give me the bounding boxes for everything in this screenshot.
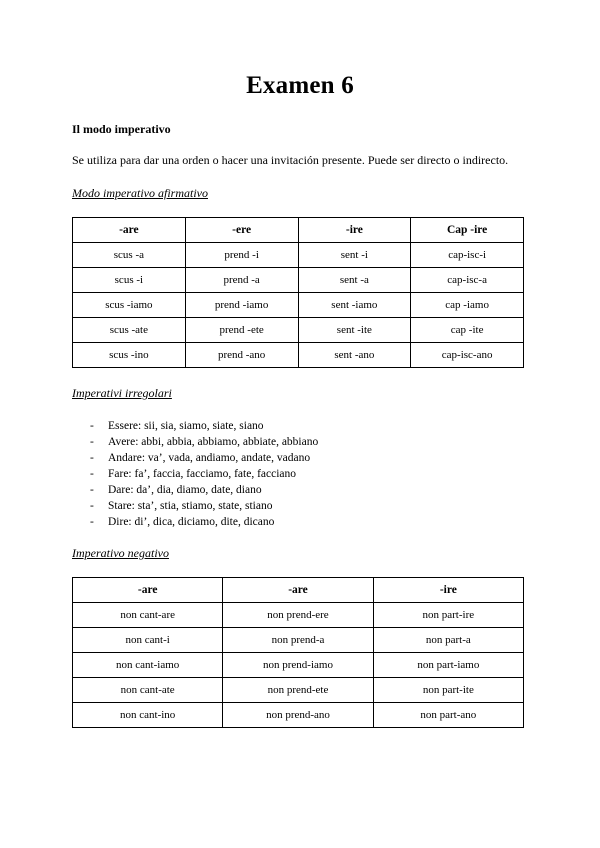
bullet-dash: - xyxy=(90,436,94,448)
list-item xyxy=(90,514,318,530)
list-item xyxy=(90,418,318,434)
table-cell: non cant-ino xyxy=(73,703,223,728)
table-cell: non prend-ano xyxy=(223,703,373,728)
column-header: -are xyxy=(73,218,186,243)
table-cell: sent -ano xyxy=(298,343,411,368)
table-row xyxy=(73,243,524,268)
table-cell: scus -iamo xyxy=(73,293,186,318)
table-cell: prend -iamo xyxy=(185,293,298,318)
table-cell: non part-a xyxy=(373,628,523,653)
table-row xyxy=(73,703,524,728)
column-header: -ere xyxy=(185,218,298,243)
column-header: Cap -ire xyxy=(411,218,524,243)
bullet-dash: - xyxy=(90,516,94,528)
table-cell: sent -iamo xyxy=(298,293,411,318)
list-item-text: Dare: da’, dia, diamo, date, diano xyxy=(108,484,262,496)
table-cell: non part-iamo xyxy=(373,653,523,678)
table-cell: prend -ete xyxy=(185,318,298,343)
table-cell: non cant-i xyxy=(73,628,223,653)
irregular-heading: Imperativi irregolari xyxy=(72,386,172,400)
negative-table xyxy=(72,577,524,728)
table-row xyxy=(73,628,524,653)
table-cell: scus -a xyxy=(73,243,186,268)
table-cell: non prend-ete xyxy=(223,678,373,703)
table-cell: sent -ite xyxy=(298,318,411,343)
list-item xyxy=(90,482,318,498)
page-title: Examen 6 xyxy=(246,72,354,99)
list-item-text: Stare: sta’, stia, stiamo, state, stiano xyxy=(108,500,273,512)
table-cell: non cant-ate xyxy=(73,678,223,703)
bullet-dash: - xyxy=(90,468,94,480)
table-row xyxy=(73,653,524,678)
table-cell: non prend-a xyxy=(223,628,373,653)
list-item-text: Andare: va’, vada, andiamo, andate, vadano xyxy=(108,452,311,464)
table-cell: non cant-are xyxy=(73,603,223,628)
affirmative-heading: Modo imperativo afirmativo xyxy=(72,186,208,200)
table-cell: non cant-iamo xyxy=(73,653,223,678)
bullet-dash: - xyxy=(90,500,94,512)
table-cell: cap-isc-ano xyxy=(411,343,524,368)
bullet-dash: - xyxy=(90,484,94,496)
section-heading: Il modo imperativo xyxy=(72,122,171,136)
table-cell: scus -i xyxy=(73,268,186,293)
list-item-text: Fare: fa’, faccia, facciamo, fate, facciano xyxy=(108,468,297,480)
bullet-dash: - xyxy=(90,452,94,464)
irregular-list xyxy=(90,418,318,530)
table-cell: prend -i xyxy=(185,243,298,268)
table-cell: scus -ate xyxy=(73,318,186,343)
list-item xyxy=(90,498,318,514)
table-cell: non prend-iamo xyxy=(223,653,373,678)
column-header: -are xyxy=(73,578,223,603)
table-row xyxy=(73,343,524,368)
negative-heading: Imperativo negativo xyxy=(72,546,169,560)
list-item-text: Essere: sii, sia, siamo, siate, siano xyxy=(108,420,264,432)
table-cell: cap -iamo xyxy=(411,293,524,318)
list-item-text: Avere: abbi, abbia, abbiamo, abbiate, abbiano xyxy=(108,436,319,448)
table-cell: scus -ino xyxy=(73,343,186,368)
table-cell: non part-ite xyxy=(373,678,523,703)
intro-paragraph: Se utiliza para dar una orden o hacer una invitación presente. Puede ser directo o indirecto. xyxy=(72,153,509,167)
affirmative-table xyxy=(72,217,524,368)
bullet-dash: - xyxy=(90,420,94,432)
table-row xyxy=(73,293,524,318)
table-cell: non prend-ere xyxy=(223,603,373,628)
table-cell: sent -i xyxy=(298,243,411,268)
list-item xyxy=(90,466,318,482)
list-item xyxy=(90,450,318,466)
table-cell: non part-ire xyxy=(373,603,523,628)
table-cell: cap -ite xyxy=(411,318,524,343)
table-row xyxy=(73,603,524,628)
column-header: -are xyxy=(223,578,373,603)
table-header-row xyxy=(73,578,524,603)
column-header: -ire xyxy=(298,218,411,243)
table-cell: sent -a xyxy=(298,268,411,293)
table-cell: cap-isc-i xyxy=(411,243,524,268)
table-cell: prend -ano xyxy=(185,343,298,368)
table-header-row xyxy=(73,218,524,243)
table-row xyxy=(73,268,524,293)
table-cell: prend -a xyxy=(185,268,298,293)
table-cell: cap-isc-a xyxy=(411,268,524,293)
list-item xyxy=(90,434,318,450)
table-row xyxy=(73,318,524,343)
list-item-text: Dire: di’, dica, diciamo, dite, dicano xyxy=(108,516,275,528)
column-header: -ire xyxy=(373,578,523,603)
table-row xyxy=(73,678,524,703)
table-cell: non part-ano xyxy=(373,703,523,728)
